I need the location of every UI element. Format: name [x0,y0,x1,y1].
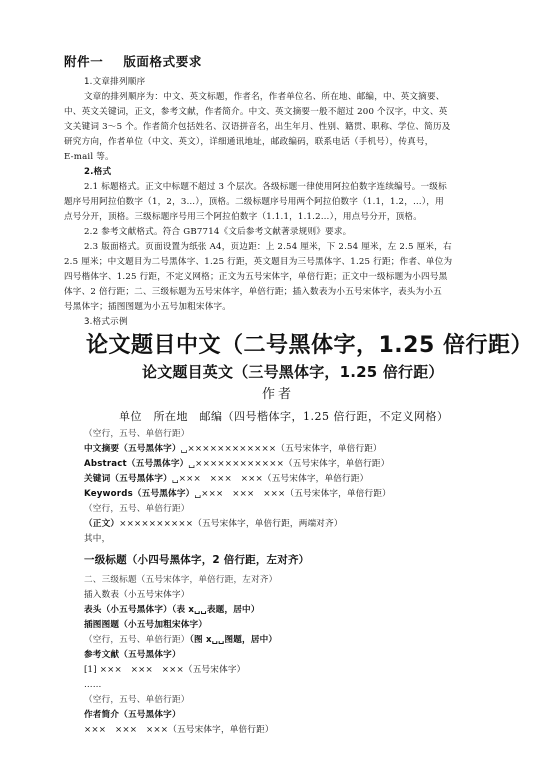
blank-line-note: （空行，五号、单倍行距） [84,504,190,514]
table-head-content: （表 x␣␣表题，居中） [171,605,260,615]
appendix-heading [64,56,202,68]
figure-blank-note: （空行，五号、单倍行距） [84,635,190,645]
section-2-line: 2.2 参考文献格式。符合 GB7714《文后参考文献著录规则》要求。 [84,227,352,237]
figure-caption-content: （图 x␣␣图题，居中） [189,635,278,645]
sample-en-title: 论文题目英文（三号黑体字，1.25 倍行距） [142,363,444,381]
body-label: （正文） [84,519,120,529]
table-head-line [84,604,260,616]
section-2-line: 2.5 厘米；中文题目为二号黑体字、1.25 行距，英文题目为三号黑体字、1.25 行距；作者、单位为 [64,257,453,267]
author-bio-line: ××× ××× ×××（五号宋体字，单倍行距） [84,725,274,735]
section-2-line: 题序号用阿拉伯数字（1，2，3…），顶格。二级标题序号用两个阿拉伯数字（1.1，1.2，…），用 [64,197,444,207]
blank-line-note: （空行，五号、单倍行距） [84,429,190,439]
level23-heading-sample: 二、三级标题（五号宋体字，单倍行距，左对齐） [84,575,278,585]
cn-abstract-content: ␣××××××××××××（五号宋体字，单倍行距） [180,444,382,454]
section-2-line: 2.3 版面格式。页面设置为纸张 A4，页边距：上 2.54 厘米，下 2.54 厘米，左 2.5 厘米，右 [84,242,452,252]
reference-item: [1] ××× ××× ×××（五号宋体字） [84,665,246,675]
sample-unit-line: 单位 所在地 邮编（四号楷体字，1.25 倍行距，不定义网格） [119,410,449,423]
table-head-label: 表头（小五号黑体字） [84,605,172,615]
figure-caption-line [84,634,277,646]
section-2-line: 2.1 标题格式。正文中标题不超过 3 个层次。各级标题一律使用阿拉伯数字连续编号。一级标 [84,182,447,192]
section-1-line: 研究方向，作者单位（中文、英文），详细通讯地址，邮政编码，联系电话（手机号），传真号， [64,137,434,147]
section-2-title: 2.格式 [84,167,112,177]
section-3-title: 3.格式示例 [84,317,128,327]
cn-abstract-label: 中文摘要（五号黑体字） [84,444,181,454]
en-keywords-line [84,488,391,500]
sample-cn-title: 论文题目中文（二号黑体字，1.25 倍行距） [86,333,533,358]
references-title: 参考文献（五号黑体字） [84,650,181,660]
section-1-line: 中、英文关键词，正文，参考文献，作者简介。中文、英文摘要一般不超过 200 个汉字，中文、英 [64,107,448,117]
blank-line-note: （空行，五号、单倍行距） [84,695,190,705]
section-1-line: 文章的排列顺序为：中文、英文标题，作者名，作者单位名、所在地、邮编，中、英文摘要、 [84,92,445,102]
figure-title-line: 插图图题（小五号加粗宋体字） [84,620,208,630]
section-2-line: 号黑体字；插图图题为小五号加粗宋体字。 [64,302,232,312]
body-content: ××××××××××（五号宋体字，单倍行距，两端对齐） [119,519,343,529]
body-line [84,518,343,530]
section-2-line: 体字、2 倍行距；二、三级标题为五号宋体字，单倍行距；插入数表为小五号宋体字，表头为小五 [64,287,442,297]
table-insert-line: 插入数表（小五号宋体字） [84,590,190,600]
cn-abstract-line [84,443,382,455]
section-2-line: 四号楷体字、1.25 行距，不定义网格；正文为五号宋体字，单倍行距；正文中一级标题为小四号黑 [64,272,448,282]
ellipsis-line: …… [84,680,102,690]
cn-keywords-line [84,473,368,485]
appendix-title: 版面格式要求 [123,54,202,69]
etc-line: 其中， [84,534,111,544]
level1-heading-sample: 一级标题（小四号黑体字，2 倍行距，左对齐） [84,554,310,566]
section-1-line: 文关键词 3～5 个。作者简介包括姓名、汉语拼音名，出生年月、性别、籍贯、职称、学位、简历及 [64,122,451,132]
sample-author: 作者 [262,387,295,402]
section-1-title: 1.文章排列顺序 [84,77,146,87]
section-1-line: E-mail 等。 [64,152,114,162]
appendix-label: 附件一 [64,54,104,69]
section-2-line: 点号分开，顶格。三级标题序号用三个阿拉伯数字（1.1.1，1.1.2…），用点号分开，顶格。 [64,212,423,222]
en-keywords-label: Keywords（五号黑体字） [84,489,195,499]
en-keywords-content: ␣××× ××× ×××（五号宋体字，单倍行距） [194,489,391,499]
en-abstract-label: Abstract（五号黑体字） [84,459,189,469]
en-abstract-line [84,458,390,470]
author-bio-title: 作者简介（五号黑体字） [84,710,181,720]
cn-keywords-content: ␣××× ××× ×××（五号宋体字，单倍行距） [171,474,369,484]
en-abstract-content: ␣××××××××××××（五号宋体字，单倍行距） [188,459,390,469]
cn-keywords-label: 关键词（五号黑体字） [84,474,172,484]
